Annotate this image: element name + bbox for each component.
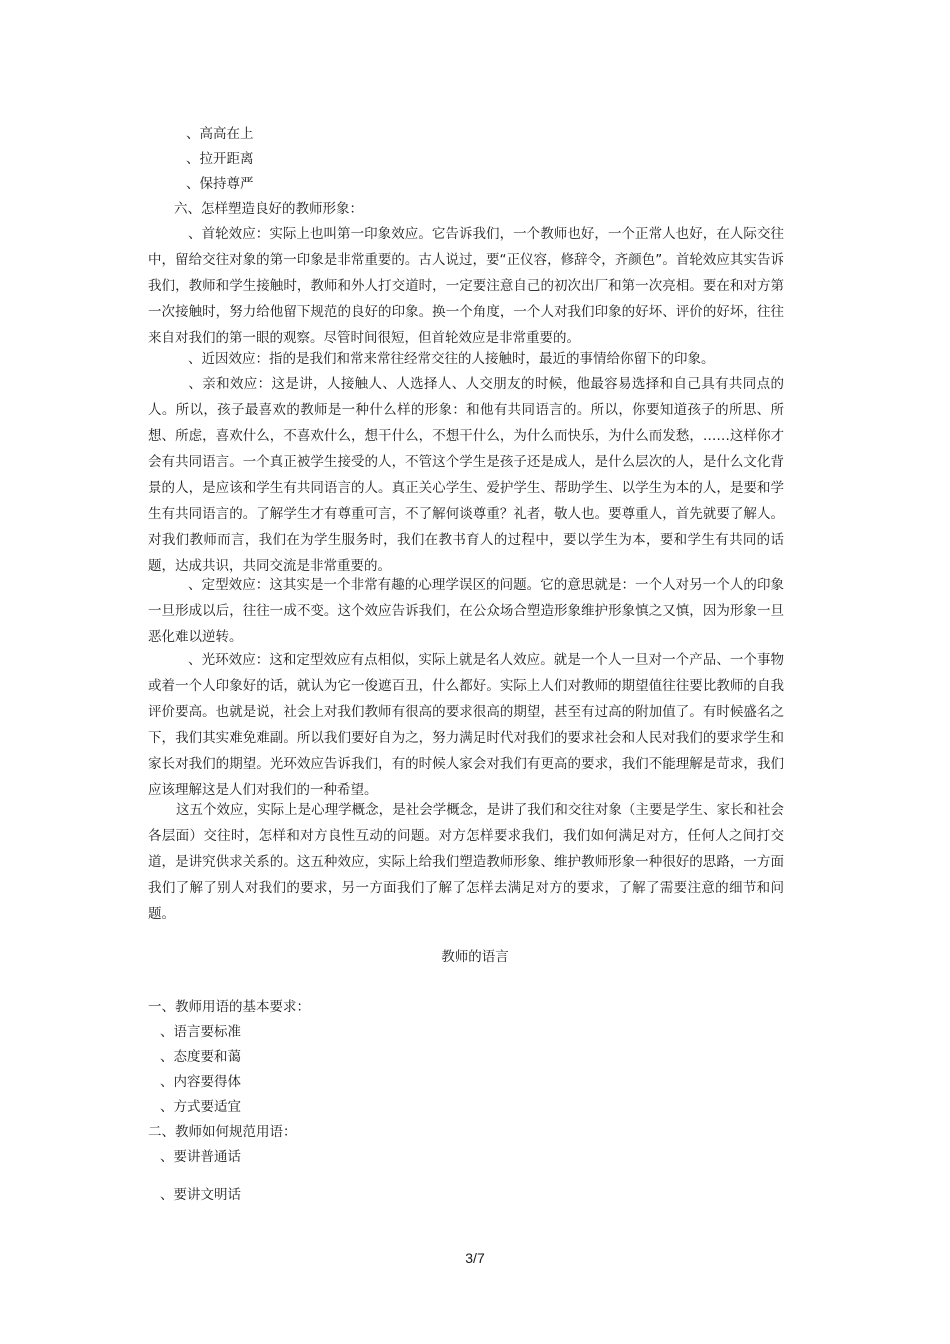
list-item: 、要讲文明话 (160, 1187, 241, 1203)
section-title: 教师的语言 (441, 949, 509, 965)
paragraph-stereotype-effect: 、定型效应：这其实是一个非常有趣的心理学误区的问题。它的意思就是：一个人对另一个人的印象一旦形成以后，往往一成不变。这个效应告诉我们，在公众场合塑造形象维护形象慎之又慎，因为形象一旦恶化难以逆转。 (148, 577, 784, 645)
list-item: 、拉开距离 (186, 151, 254, 167)
page-number: 3/7 (465, 1250, 485, 1266)
list-item: 、保持尊严 (186, 176, 254, 192)
section-heading: 六、怎样塑造良好的教师形象： (174, 201, 363, 217)
list-item: 、方式要适宜 (160, 1099, 241, 1115)
paragraph-affinity-effect: 、亲和效应：这是讲，人接触人、人选择人、人交朋友的时候，他最容易选择和自己具有共同点的人。所以，孩子最喜欢的教师是一种什么样的形象：和他有共同语言的。所以，你要知道孩子的所思、所想、所虑，喜欢什么，不喜欢什么，想干什么，不想干什么，为什么而快乐，为什么而发愁，……这样你才会有共同语言。一个真正被学生接受的人，不管这个学生是孩子还是成人，是什么层次的人，是什么文化背景的人，是应该和学生有共同语言的人。真正关心学生、爱护学生、帮助学生、以学生为本的人，是要和学生有共同语言的。了解学生才有尊重可言，不了解何谈尊重？礼者，敬人也。要尊重人，首先就要了解人。对我们教师而言，我们在为学生服务时，我们在教书育人的过程中，要以学生为本，要和学生有共同的话题，达成共识，共同交流是非常重要的。 (148, 376, 784, 574)
section-heading: 二、教师如何规范用语： (148, 1124, 297, 1140)
list-item: 、语言要标准 (160, 1024, 241, 1040)
list-item: 、内容要得体 (160, 1074, 241, 1090)
list-item: 、态度要和蔼 (160, 1049, 241, 1065)
list-item: 、要讲普通话 (160, 1149, 241, 1165)
section-heading: 一、教师用语的基本要求： (148, 999, 310, 1015)
paragraph-summary: 这五个效应，实际上是心理学概念，是社会学概念，是讲了我们和交往对象（主要是学生、家长和社会各层面）交往时，怎样和对方良性互动的问题。对方怎样要求我们，我们如何满足对方，任何人之间打交道，是讲究供求关系的。这五种效应，实际上给我们塑造教师形象、维护教师形象一种很好的思路，一方面我们了解了别人对我们的要求，另一方面我们了解了怎样去满足对方的要求，了解了需要注意的细节和问题。 (148, 802, 784, 922)
paragraph-halo-effect: 、光环效应：这和定型效应有点相似，实际上就是名人效应。就是一个人一旦对一个产品、一个事物或着一个人印象好的话，就认为它一俊遮百丑，什么都好。实际上人们对教师的期望值往往要比教师的自我评价要高。也就是说，社会上对我们教师有很高的要求很高的期望，甚至有过高的附加值了。有时候盛名之下，我们其实难免难副。所以我们要好自为之，努力满足时代对我们的要求社会和人民对我们的要求学生和家长对我们的期望。光环效应告诉我们，有的时候人家会对我们有更高的要求，我们不能理解是苛求，我们应该理解这是人们对我们的一种希望。 (148, 652, 784, 798)
paragraph-recency-effect: 、近因效应：指的是我们和常来常往经常交往的人接触时，最近的事情给你留下的印象。 (188, 351, 715, 367)
paragraph-first-impression: 、首轮效应：实际上也叫第一印象效应。它告诉我们，一个教师也好，一个正常人也好，在人际交往中，留给交往对象的第一印象是非常重要的。古人说过，要“正仪容，修辞令，齐颜色”。首轮效应其实告诉我们，教师和学生接触时，教师和外人打交道时，一定要注意自己的初次出厂和第一次亮相。要在和对方第一次接触时，努力给他留下规范的良好的印象。换一个角度，一个人对我们印象的好坏、评价的好坏，往往来自对我们的第一眼的观察。尽管时间很短，但首轮效应是非常重要的。 (148, 226, 784, 346)
list-item: 、高高在上 (186, 126, 254, 142)
